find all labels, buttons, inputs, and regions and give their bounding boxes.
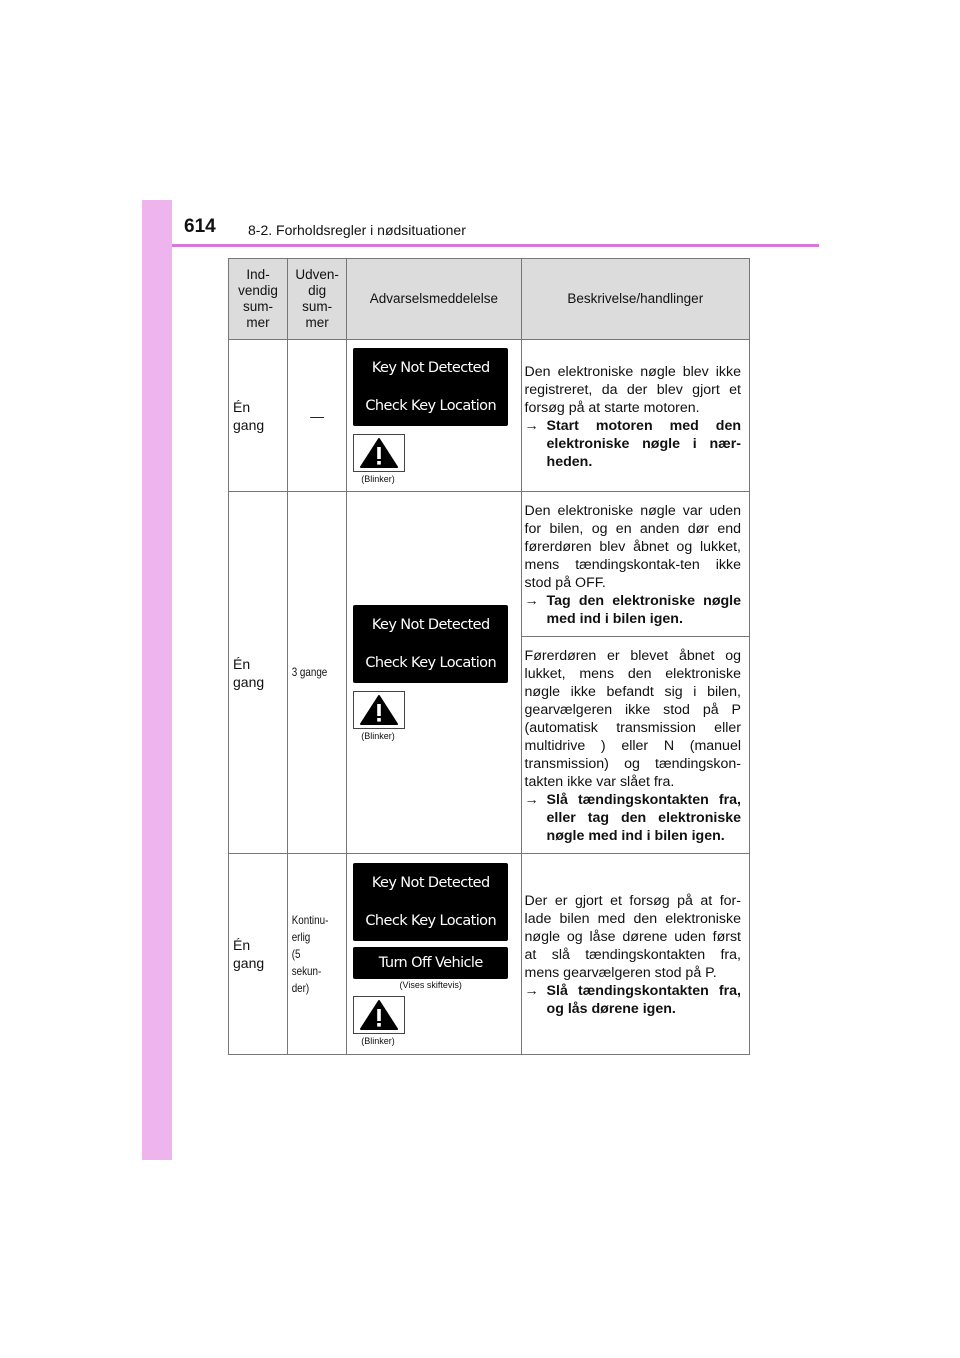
action-text: Tag den elektroniske nøgle med ind i bilen igen.	[546, 593, 741, 627]
blink-label: (Blinker)	[361, 473, 395, 484]
display-screen	[353, 348, 508, 426]
description-text: Førerdøren er blevet åbnet og lukket, mens den elektroniske nøgle ikke befandt sig i bilen, gearvælgeren ikke stod på P (automatisk transmission eller multidrive ) eller N (manuel transmission) og tændingskon-takten ikke var slået fra.	[524, 648, 741, 790]
interior-buzzer-cell: Én gang	[229, 854, 288, 1055]
display-screen	[353, 863, 508, 941]
page-number: 614	[184, 216, 216, 237]
section-title: 8-2. Forholdsregler i nødsituationer	[248, 222, 466, 238]
interior-buzzer-cell: Én gang	[229, 340, 288, 492]
action-instruction	[525, 982, 741, 1018]
action-instruction	[525, 592, 741, 628]
description-cell	[521, 492, 749, 637]
warning-triangle-icon	[353, 691, 405, 729]
alternate-display-note: (Vises skiftevis)	[399, 979, 462, 990]
arrow-icon: →	[524, 792, 539, 808]
screen-line: Key Not Detected	[371, 616, 490, 633]
blink-label: (Blinker)	[361, 1035, 395, 1046]
description-cell	[521, 340, 749, 492]
screen-line: Check Key Location	[365, 397, 497, 414]
exterior-buzzer-cell: —	[288, 340, 347, 492]
table-row	[229, 340, 750, 492]
screen-line: Key Not Detected	[371, 874, 490, 891]
warning-message-cell	[347, 492, 521, 854]
action-text: Start motoren med den elektroniske nøgle i nær-heden.	[546, 417, 741, 470]
section-tab-bar	[142, 200, 172, 1160]
description-text: Den elektroniske nøgle blev ikke registreret, da der blev gjort et forsøg på at starte motoren.	[524, 363, 741, 416]
action-text: Slå tændingskontakten fra, eller tag den elektroniske nøgle med ind i bilen igen.	[546, 792, 741, 844]
warning-message-cell	[347, 340, 521, 492]
action-instruction	[525, 791, 741, 845]
arrow-icon: →	[524, 417, 539, 434]
description-cell	[521, 637, 749, 854]
warning-triangle-icon	[353, 434, 405, 472]
blink-label: (Blinker)	[361, 730, 395, 741]
col-header-exterior: Udven- dig sum- mer	[288, 259, 347, 340]
arrow-icon: →	[524, 593, 539, 609]
display-screen-alternate: Turn Off Vehicle	[353, 947, 508, 979]
exterior-buzzer-cell: Kontinu- erlig (5 sekun- der)	[288, 854, 336, 1055]
arrow-icon: →	[524, 983, 539, 999]
action-text: Slå tændingskontakten fra, og lås dørene igen.	[546, 983, 741, 1017]
interior-buzzer-cell: Én gang	[229, 492, 288, 854]
screen-line: Check Key Location	[365, 912, 497, 929]
col-header-message: Advarselsmeddelelse	[347, 259, 521, 340]
description-text: Der er gjort et forsøg på at for-lade bilen med den elektroniske nøgle og låse dørene uden først at slå tændingskontakten fra, mens gearvælgeren stod på P.	[524, 893, 741, 981]
action-instruction	[525, 417, 741, 471]
description-cell	[521, 854, 749, 1055]
header-rule	[172, 244, 819, 247]
table-row	[229, 492, 750, 637]
table-row	[229, 854, 750, 1055]
warning-table	[228, 258, 750, 1055]
description-text: Den elektroniske nøgle var uden for bilen, og en anden dør end førerdøren blev åbnet og lukket, mens tændingskontak-ten ikke stod på OFF.	[524, 503, 741, 591]
exterior-buzzer-cell: 3 gange	[288, 492, 336, 854]
warning-triangle-icon	[353, 996, 405, 1034]
screen-line: Check Key Location	[365, 654, 497, 671]
warning-message-cell	[347, 854, 521, 1055]
col-header-interior: Ind- vendig sum- mer	[229, 259, 288, 340]
table-header-row	[229, 259, 750, 340]
screen-line: Key Not Detected	[371, 359, 490, 376]
display-screen	[353, 605, 508, 683]
col-header-description: Beskrivelse/handlinger	[521, 259, 749, 340]
